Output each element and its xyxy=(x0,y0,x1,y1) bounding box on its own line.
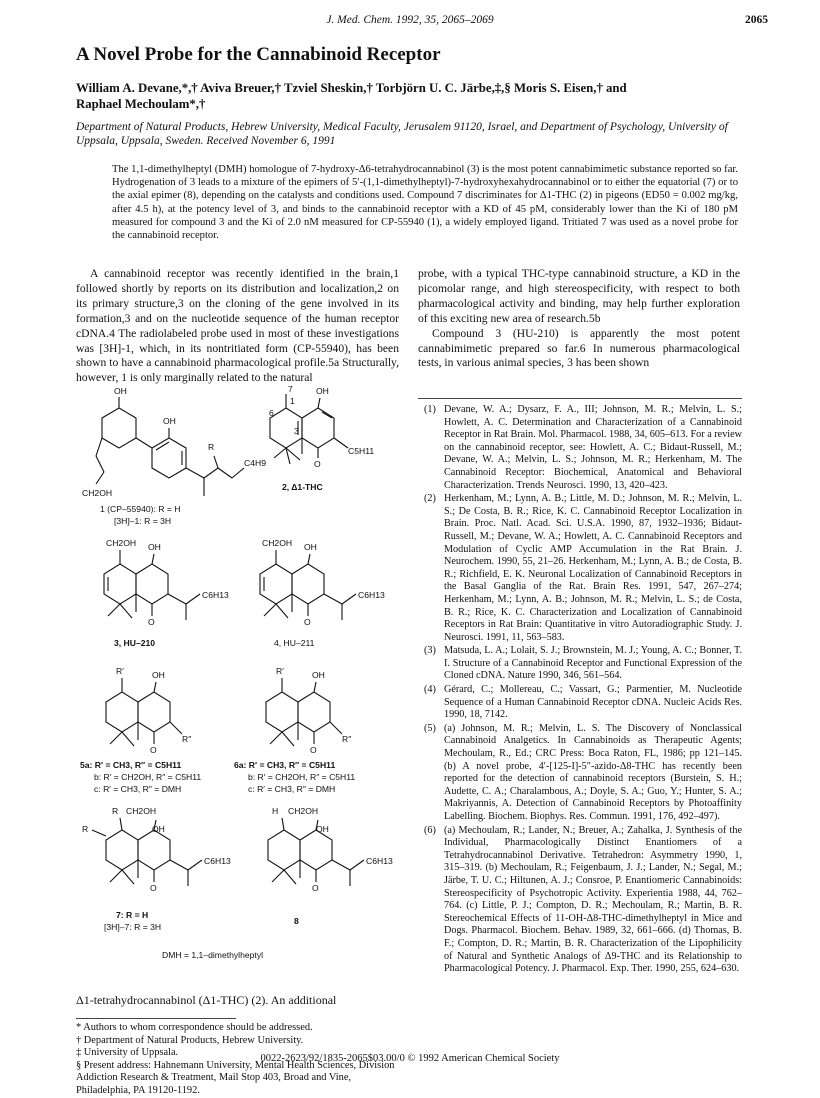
svg-text:1: 1 xyxy=(290,396,295,406)
svg-text:O: O xyxy=(304,617,311,627)
svg-text:C6H13: C6H13 xyxy=(366,856,393,866)
svg-text:H: H xyxy=(272,806,279,816)
affiliation: Department of Natural Products, Hebrew University, Medical Faculty, Jerusalem 91120, Israel, and Department of Psychology, University of Uppsala, Uppsala, Sweden. Received November 6, 1991 xyxy=(76,121,728,147)
structure-1 xyxy=(82,386,266,526)
svg-text:CH2OH: CH2OH xyxy=(126,806,157,816)
svg-text:C6H13: C6H13 xyxy=(204,856,231,866)
svg-text:OH: OH xyxy=(163,416,176,426)
svg-text:OH: OH xyxy=(114,386,127,396)
svg-text:R: R xyxy=(208,442,215,452)
structure-2 xyxy=(269,384,374,492)
svg-text:C4H9: C4H9 xyxy=(244,458,266,468)
body-left-column: A cannabinoid receptor was recently identified in the brain,1 followed shortly by reports on its distribution and localization,2 on its primary structure,3 on the cloning of the gene involved in its formation,3 and on the nucleotide sequence of the human receptor cDNA.4 The radiolabeled probe used in most of these investigations was [3H]-1, which, in its nontritiated form (CP-55940), has been shown to have a cannabinoid pharmacological profile.5a Structurally, however, 1 is only marginally related to the natural xyxy=(76,267,399,385)
svg-text:C5H11: C5H11 xyxy=(348,446,375,456)
page-number: 2065 xyxy=(745,14,768,26)
svg-text:OH: OH xyxy=(304,542,317,552)
references-rule xyxy=(418,398,742,399)
svg-text:O: O xyxy=(148,617,155,627)
svg-text:R″: R″ xyxy=(182,734,192,744)
svg-text:OH: OH xyxy=(312,670,325,680)
svg-text:3, HU–210: 3, HU–210 xyxy=(114,638,156,648)
structure-8 xyxy=(268,806,393,926)
structure-6 xyxy=(234,666,355,794)
svg-text:5a: R′ = CH3, R″ = C5H11: 5a: R′ = CH3, R″ = C5H11 xyxy=(80,760,182,770)
svg-text:O: O xyxy=(310,745,317,755)
svg-text:7: 7 xyxy=(288,384,293,394)
reference-item: (1) Devane, W. A.; Dysarz, F. A., III; Johnson, M. R.; Melvin, L. S.; Howlett, A. C. Determination and Characterization of a Cannabinoid Receptor in Rat Brain. Mol. Pharmacol. 1988, 34, 605–613. For a review on the cannabinoid receptor, see: Howlett, A. C.; Bidaut-Russell, M.; Devane, W. A.; Melvin, L. S.; Johnson, M. R.; Herkenham, M. The Cannabinoid Receptor: Biochemical, Anatomical and Behavioral Characterization. Trends Neurosci. 1990, 13, 420–423. xyxy=(424,404,742,491)
article-title: A Novel Probe for the Cannabinoid Receptor xyxy=(76,44,441,65)
svg-text:CH2OH: CH2OH xyxy=(106,538,137,548)
reference-item: (2) Herkenham, M.; Lynn, A. B.; Little, M. D.; Johnson, M. R.; Melvin, L. S.; De Costa, B. R.; Rice, K. C. Cannabinoid Receptor Localization in Brain. Proc. Natl. Acad. Sci. U.S.A. 1990, 87, 1932–1936; Bidaut-Russell, M.; Devane, W. A.; Howlett, A. C. Cannabinoid Receptors and Modulation of Cyclic AMP Accumulation in the Rat Brain. J. Neurochem. 1990, 55, 21–26. Herkenham, M.; Lynn, A. B.; de Costa, B. R.; Richfield, E. K. Neuronal Localization of Cannabinoid Receptors in the Basal Ganglia of the Rat. Brain Res. 1991, 547, 267–274; Herkenham, M.; Lynn, A. B.; Johnson, M. R.; Melvin, L. S.; de Costa, B. R.; Rice, K. C. Characterization and Localization of Cannabinoid Receptors in Rat Brain: Quantitative in vitro Autoradiographic Study. J. Neurosci. 1991, 11, 563–583. xyxy=(424,493,742,643)
body-right-paragraph-2: Compound 3 (HU-210) is apparently the most potent cannabimimetic prepared so far.6 In numerous pharmacological tests, in various animal species, 3 has been shown xyxy=(418,326,740,370)
svg-text:OH: OH xyxy=(316,824,329,834)
svg-text:1 (CP–55940): R = H: 1 (CP–55940): R = H xyxy=(100,504,181,514)
structure-3 xyxy=(104,538,229,648)
svg-text:O: O xyxy=(314,459,321,469)
svg-text:OH: OH xyxy=(148,542,161,552)
svg-text:R′: R′ xyxy=(276,666,284,676)
svg-text:8: 8 xyxy=(294,916,299,926)
svg-text:[3H]–1: R = 3H: [3H]–1: R = 3H xyxy=(114,516,172,526)
reference-item: (3) Matsuda, L. A.; Lolait, S. J.; Brownstein, M. J.; Young, A. C.; Bonner, T. I. Structure of a Cannabinoid Receptor and Functional Expression of the Cloned cDNA. Nature 1990, 346, 561–564. xyxy=(424,645,742,682)
dmh-definition: DMH = 1,1–dimethylheptyl xyxy=(162,950,264,960)
author-line-1: William A. Devane,*,† Aviva Breuer,† Tzviel Sheskin,† Torbjörn U. C. Järbe,‡,§ Moris S. Eisen,† and xyxy=(76,81,627,95)
svg-text:C6H13: C6H13 xyxy=(202,590,229,600)
reference-item: (5) (a) Johnson, M. R.; Melvin, L. S. The Discovery of Nonclassical Cannabinoid Analgetics. In Cannabinoids as Therapeutic Agents; Mechoulam, R., Ed.; CRC Press: Boca Raton, FL, 1986; pp 121–145. (b) A novel probe, 4′-[125-I]-5″-azido-Δ8-THC has recently been reported for the detection of cannabinoid receptors (Burstein, S. H.; Audette, C. A.; Charalambous, A.; Doyle, S. A.; Guo, Y.; Hunter, S. A.; Makriyannis, A. Detection of Cannabinoid Receptors by Photoaffinity Labelling. Biochem. Biophys. Res. Commun. 1991, 176, 492–497). xyxy=(424,722,742,822)
footnote-item: § Present address: Hahnemann University, Mental Health Sciences, Division Addiction Research & Treatment, Mail Stop 403, Broad and Vine, Philadelphia, PA 19120-1192. xyxy=(76,1059,395,1096)
svg-text:6: 6 xyxy=(269,408,274,418)
journal-citation: J. Med. Chem. 1992, 35, 2065–2069 xyxy=(326,14,494,26)
svg-text:[3H]–7: R = 3H: [3H]–7: R = 3H xyxy=(104,922,162,932)
svg-text:OH: OH xyxy=(152,824,165,834)
svg-text:O: O xyxy=(150,883,157,893)
svg-text:R: R xyxy=(112,806,119,816)
figure-caption-line: Δ1-tetrahydrocannabinol (Δ1-THC) (2). An additional xyxy=(76,993,337,1007)
svg-text:c: R′ = CH3, R″ = DMH: c: R′ = CH3, R″ = DMH xyxy=(94,784,182,794)
svg-text:CH2OH: CH2OH xyxy=(288,806,319,816)
svg-text:OH: OH xyxy=(316,386,329,396)
structure-4 xyxy=(260,538,385,648)
body-right-paragraph-1: probe, with a typical THC-type cannabinoid structure, a KD in the picomolar range, and high stereospecificity, with respect to both pharmacological activity and binding, may help further exploration of this exciting new area of research.5b xyxy=(418,267,740,325)
footnote-rule xyxy=(76,1018,236,1019)
svg-text:CH2OH: CH2OH xyxy=(262,538,293,548)
footnote-item: * Authors to whom correspondence should be addressed. xyxy=(76,1022,313,1033)
svg-text:R′: R′ xyxy=(116,666,124,676)
svg-text:7: R = H: 7: R = H xyxy=(116,910,149,920)
svg-text:R: R xyxy=(82,824,89,834)
reference-item: (4) Gérard, C.; Mollereau, C.; Vassart, G.; Parmentier, M. Nucleotide Sequence of a Human Cannabinoid Receptor cDNA. Nucleic Acids Res. 1990, 18, 7142. xyxy=(424,684,742,721)
structure-7 xyxy=(82,806,231,932)
reference-list xyxy=(418,404,742,977)
author-line-2: Raphael Mechoulam*,† xyxy=(76,97,206,111)
reference-item: (6) (a) Mechoulam, R.; Lander, N.; Breuer, A.; Zahalka, J. Synthesis of the Individual, Pharmacologically Distinct Enantiomers of a Tetrahydrocannabinol Derivative. Tetrahedron: Asymmetry 1990, 1, 315–319. (b) Mechoulam, R.; Feigenbaum, J. J.; Lander, N.; Segal, M.; Järbe, T. U. C.; Hiltunen, A. J.; Consroe, P. Enantiomeric Cannabinoids: Stereospecificity of Psychotropic Activity. Experientia 1988, 44, 762–764. (c) Little, P. J.; Compton, D. R.; Mechoulam, R.; Martin, B. R. Stereochemical Effects of 11-OH-Δ8-THC-dimethylheptyl in Mice and Dogs. Pharmacol. Biochem. Behav. 1989, 32, 661–666. (d) Thomas, B. F.; Compton, D. R.; Martin, B. R. Characterization of the Lipophilicity of Natural and Synthetic Analogs of Δ9-THC and its Relationship to Pharmacological Potency. J. Pharmacol. Exp. Ther. 1990, 255, 624–630. xyxy=(424,824,742,975)
body-right-column xyxy=(418,267,740,371)
svg-text:c: R′ = CH3, R″ = DMH: c: R′ = CH3, R″ = DMH xyxy=(248,784,336,794)
svg-text:O: O xyxy=(312,883,319,893)
svg-text:OH: OH xyxy=(152,670,165,680)
svg-text:O: O xyxy=(150,745,157,755)
footnote-item: ‡ University of Uppsala. xyxy=(76,1047,179,1059)
copyright-footer: 0022-2623/92/1835-2065$03.00/0 © 1992 American Chemical Society xyxy=(260,1053,560,1064)
svg-text:C6H13: C6H13 xyxy=(358,590,385,600)
svg-text:CH2OH: CH2OH xyxy=(82,488,113,498)
author-list xyxy=(76,80,746,112)
svg-text:2, Δ1-THC: 2, Δ1-THC xyxy=(282,482,323,492)
abstract: The 1,1-dimethylheptyl (DMH) homologue of 7-hydroxy-Δ6-tetrahydrocannabinol (3) is the most potent cannabimimetic substance reported so far. Hydrogenation of 3 leads to a mixture of the epimers of 5′-(1,1-dimethylheptyl)-7-hydroxyhexahydrocannabinol or to either the equatorial (7) or to the axial epimer (8), depending on the catalysts and conditions used. Compound 7 discriminates for Δ1-THC (2) in pigeons (ED50 = 0.002 mg/kg, after 4.5 h), at the potency level of 3, and binds to the cannabinoid receptor with a KD of 45 pM, considerably lower than the Ki of 180 pM measured for compound 3 and the Ki of 2.0 nM measured for CP-55940 (1), a widely employed ligand. Tritiated 7 was used as a novel probe for the cannabinoid receptor. xyxy=(112,164,738,242)
svg-text:b: R′ = CH2OH, R″ = C5H11: b: R′ = CH2OH, R″ = C5H11 xyxy=(248,772,356,782)
footnote-item: † Department of Natural Products, Hebrew University. xyxy=(76,1034,304,1046)
structure-5 xyxy=(80,666,201,794)
svg-text:4, HU–211: 4, HU–211 xyxy=(274,638,315,648)
svg-text:b: R′ = CH2OH, R″ = C5H11: b: R′ = CH2OH, R″ = C5H11 xyxy=(94,772,202,782)
svg-text:3: 3 xyxy=(294,426,299,436)
svg-text:R″: R″ xyxy=(342,734,352,744)
chemical-structures-figure xyxy=(76,384,406,992)
svg-text:6a: R′ = CH3, R″ = C5H11: 6a: R′ = CH3, R″ = C5H11 xyxy=(234,760,336,770)
